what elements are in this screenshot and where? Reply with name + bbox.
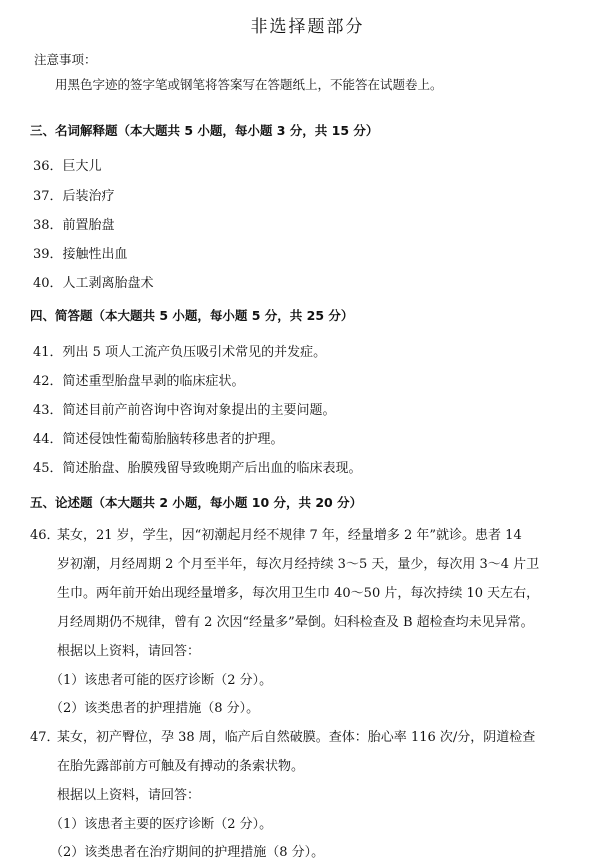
- question-42: [33, 370, 245, 389]
- question-number: 39．: [33, 247, 63, 262]
- question-number: 41．: [33, 345, 63, 360]
- section-heading-3: 三、名词解释题（本大题共 5 小题，每小题 3 分，共 15 分）: [30, 123, 379, 138]
- question-text: 简述胎盘、胎膜残留导致晚期产后出血的临床表现。: [62, 461, 362, 476]
- question-40: [33, 272, 154, 291]
- question-number: 47．: [30, 730, 60, 745]
- question-number: 37．: [33, 189, 63, 204]
- question-45: [33, 457, 362, 476]
- question-text: 巨大儿: [62, 159, 102, 174]
- question-number: 40．: [33, 276, 63, 291]
- question-46-prompt: 根据以上资料，请回答：: [57, 644, 201, 659]
- question-41: [33, 341, 326, 360]
- question-number: 45．: [33, 461, 63, 476]
- question-46-line-3: 生巾。两年前开始出现经量增多，每次用卫生巾 40～50 片，每次持续 10 天左右，: [57, 586, 540, 601]
- question-46-line-4: 月经周期仍不规律，曾有 2 次因“经量多”晕倒。妇科检查及 B 超检查均未见异常。: [57, 615, 534, 630]
- question-38: [33, 214, 115, 233]
- notice-label: 注意事项：: [34, 52, 97, 67]
- question-number: 38．: [33, 218, 63, 233]
- question-37: [33, 185, 115, 204]
- question-39: [33, 243, 128, 262]
- question-number: 44．: [33, 432, 63, 447]
- question-47-line-2: 在胎先露部前方可触及有搏动的条索状物。: [57, 759, 305, 774]
- question-36: [33, 155, 102, 174]
- question-line: 某女，初产臀位，孕 38 周，临产后自然破膜。查体：胎心率 116 次/分，阴道检查: [57, 730, 536, 745]
- question-line: 某女，21 岁，学生，因“初潮起月经不规律 7 年，经量增多 2 年”就诊。患者 14: [57, 528, 522, 543]
- question-46-line-2: 岁初潮，月经周期 2 个月至半年，每次月经持续 3～5 天，量少，每次用 3～4 片卫: [57, 557, 540, 572]
- section-heading-4: 四、简答题（本大题共 5 小题，每小题 5 分，共 25 分）: [30, 308, 354, 323]
- question-number: 42．: [33, 374, 63, 389]
- page-title: 非选择题部分: [250, 17, 365, 37]
- question-47-sub-2: （2）该类患者在治疗期间的护理措施（8 分）。: [50, 845, 325, 860]
- question-46-sub-1: （1）该患者可能的医疗诊断（2 分）。: [50, 673, 273, 688]
- question-text: 人工剥离胎盘术: [62, 276, 154, 291]
- section-heading-5: 五、论述题（本大题共 2 小题，每小题 10 分，共 20 分）: [30, 495, 363, 510]
- question-text: 简述目前产前咨询中咨询对象提出的主要问题。: [62, 403, 336, 418]
- question-44: [33, 428, 284, 447]
- question-text: 前置胎盘: [62, 218, 115, 233]
- question-number: 46．: [30, 528, 60, 543]
- notice-text: 用黑色字迹的签字笔或钢笔将答案写在答题纸上，不能答在试题卷上。: [55, 77, 443, 92]
- question-43: [33, 399, 336, 418]
- question-46-sub-2: （2）该类患者的护理措施（8 分）。: [50, 701, 260, 716]
- question-47-sub-1: （1）该患者主要的医疗诊断（2 分）。: [50, 817, 273, 832]
- question-46: [30, 521, 522, 550]
- question-text: 列出 5 项人工流产负压吸引术常见的并发症。: [62, 345, 327, 360]
- question-number: 43．: [33, 403, 63, 418]
- question-text: 简述侵蚀性葡萄胎脑转移患者的护理。: [62, 432, 284, 447]
- question-47: [30, 723, 535, 752]
- question-number: 36．: [33, 159, 63, 174]
- question-text: 接触性出血: [62, 247, 128, 262]
- question-text: 后装治疗: [62, 189, 115, 204]
- question-47-prompt: 根据以上资料，请回答：: [57, 788, 201, 803]
- question-text: 简述重型胎盘早剥的临床症状。: [62, 374, 245, 389]
